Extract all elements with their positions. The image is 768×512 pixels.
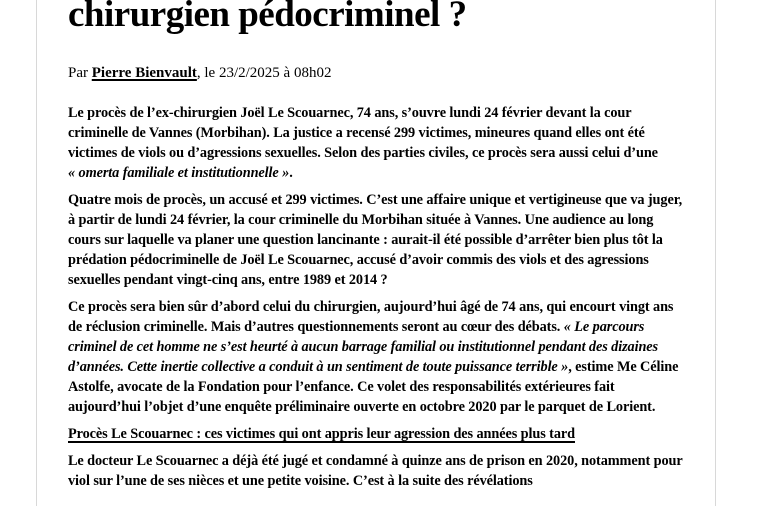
author-link[interactable]: Pierre Bienvault [91, 65, 197, 81]
related-article-link[interactable]: Procès Le Scouarnec : ces victimes qui ont appris leur agression des années plus tard [68, 426, 575, 442]
byline-date: , le 23/2/2025 à 08h02 [196, 65, 332, 81]
article-body [68, 103, 689, 491]
article-headline: chirurgien pédocriminel ? [68, 0, 467, 35]
paragraph-text: . [289, 165, 293, 181]
paragraph [68, 451, 689, 491]
quote-text: « Le parcours criminel de cet homme ne s’est heurté à aucun barrage familial ou institutionnel pendant des dizaines d’années. Cette inertie collective a conduit à un sentiment de toute puissance terrible » [68, 319, 659, 375]
paragraph-text: , estime Me Céline Astolfe, avocate de la Fondation pour l’enfance. Ce volet des responsabilités extérieures fait aujourd’hui l’objet d’une enquête préliminaire ouverte en octobre 2020 par le parquet de Lorient. [68, 359, 679, 415]
paragraph-text: Le docteur Le Scouarnec a déjà été jugé et condamné à quinze ans de prison en 2020, notamment pour viol sur l’une de ses nièces et une petite voisine. C’est à la suite des révélations [68, 453, 683, 489]
paragraph [68, 103, 689, 183]
quote-text: « omerta familiale et institutionnelle » [68, 165, 290, 181]
paragraph-text: Ce procès sera bien sûr d’abord celui du chirurgien, aujourd’hui âgé de 74 ans, qui encourt vingt ans de réclusion criminelle. Mais d’autres questionnements seront au cœur des débats. [68, 299, 674, 335]
byline-prefix: Par [68, 65, 92, 81]
paragraph-text: Quatre mois de procès, un accusé et 299 victimes. C’est une affaire unique et vertigineuse que va juger, à partir de lundi 24 février, la cour criminelle du Morbihan située à Vannes. Une audience au long cours sur laquelle va planer une question lancinante : aurait-il été possible d’arrêter bien plus tôt la prédation pédocriminelle de Joël Le Scouarnec, accusé d’avoir commis des viols et des agressions sexuelles pendant vingt-cinq ans, entre 1989 et 2014 ? [68, 192, 683, 288]
byline [68, 63, 689, 83]
paragraph [68, 190, 689, 290]
paragraph [68, 297, 689, 417]
paragraph-text: Le procès de l’ex-chirurgien Joël Le Scouarnec, 74 ans, s’ouvre lundi 24 février devant la cour criminelle de Vannes (Morbihan). La justice a recensé 299 victimes, mineures quand elles ont été victimes de viols ou d’agressions sexuelles. Selon des parties civiles, ce procès sera aussi celui d’une [68, 105, 658, 161]
article-page [36, 0, 716, 506]
related-article [68, 424, 689, 444]
